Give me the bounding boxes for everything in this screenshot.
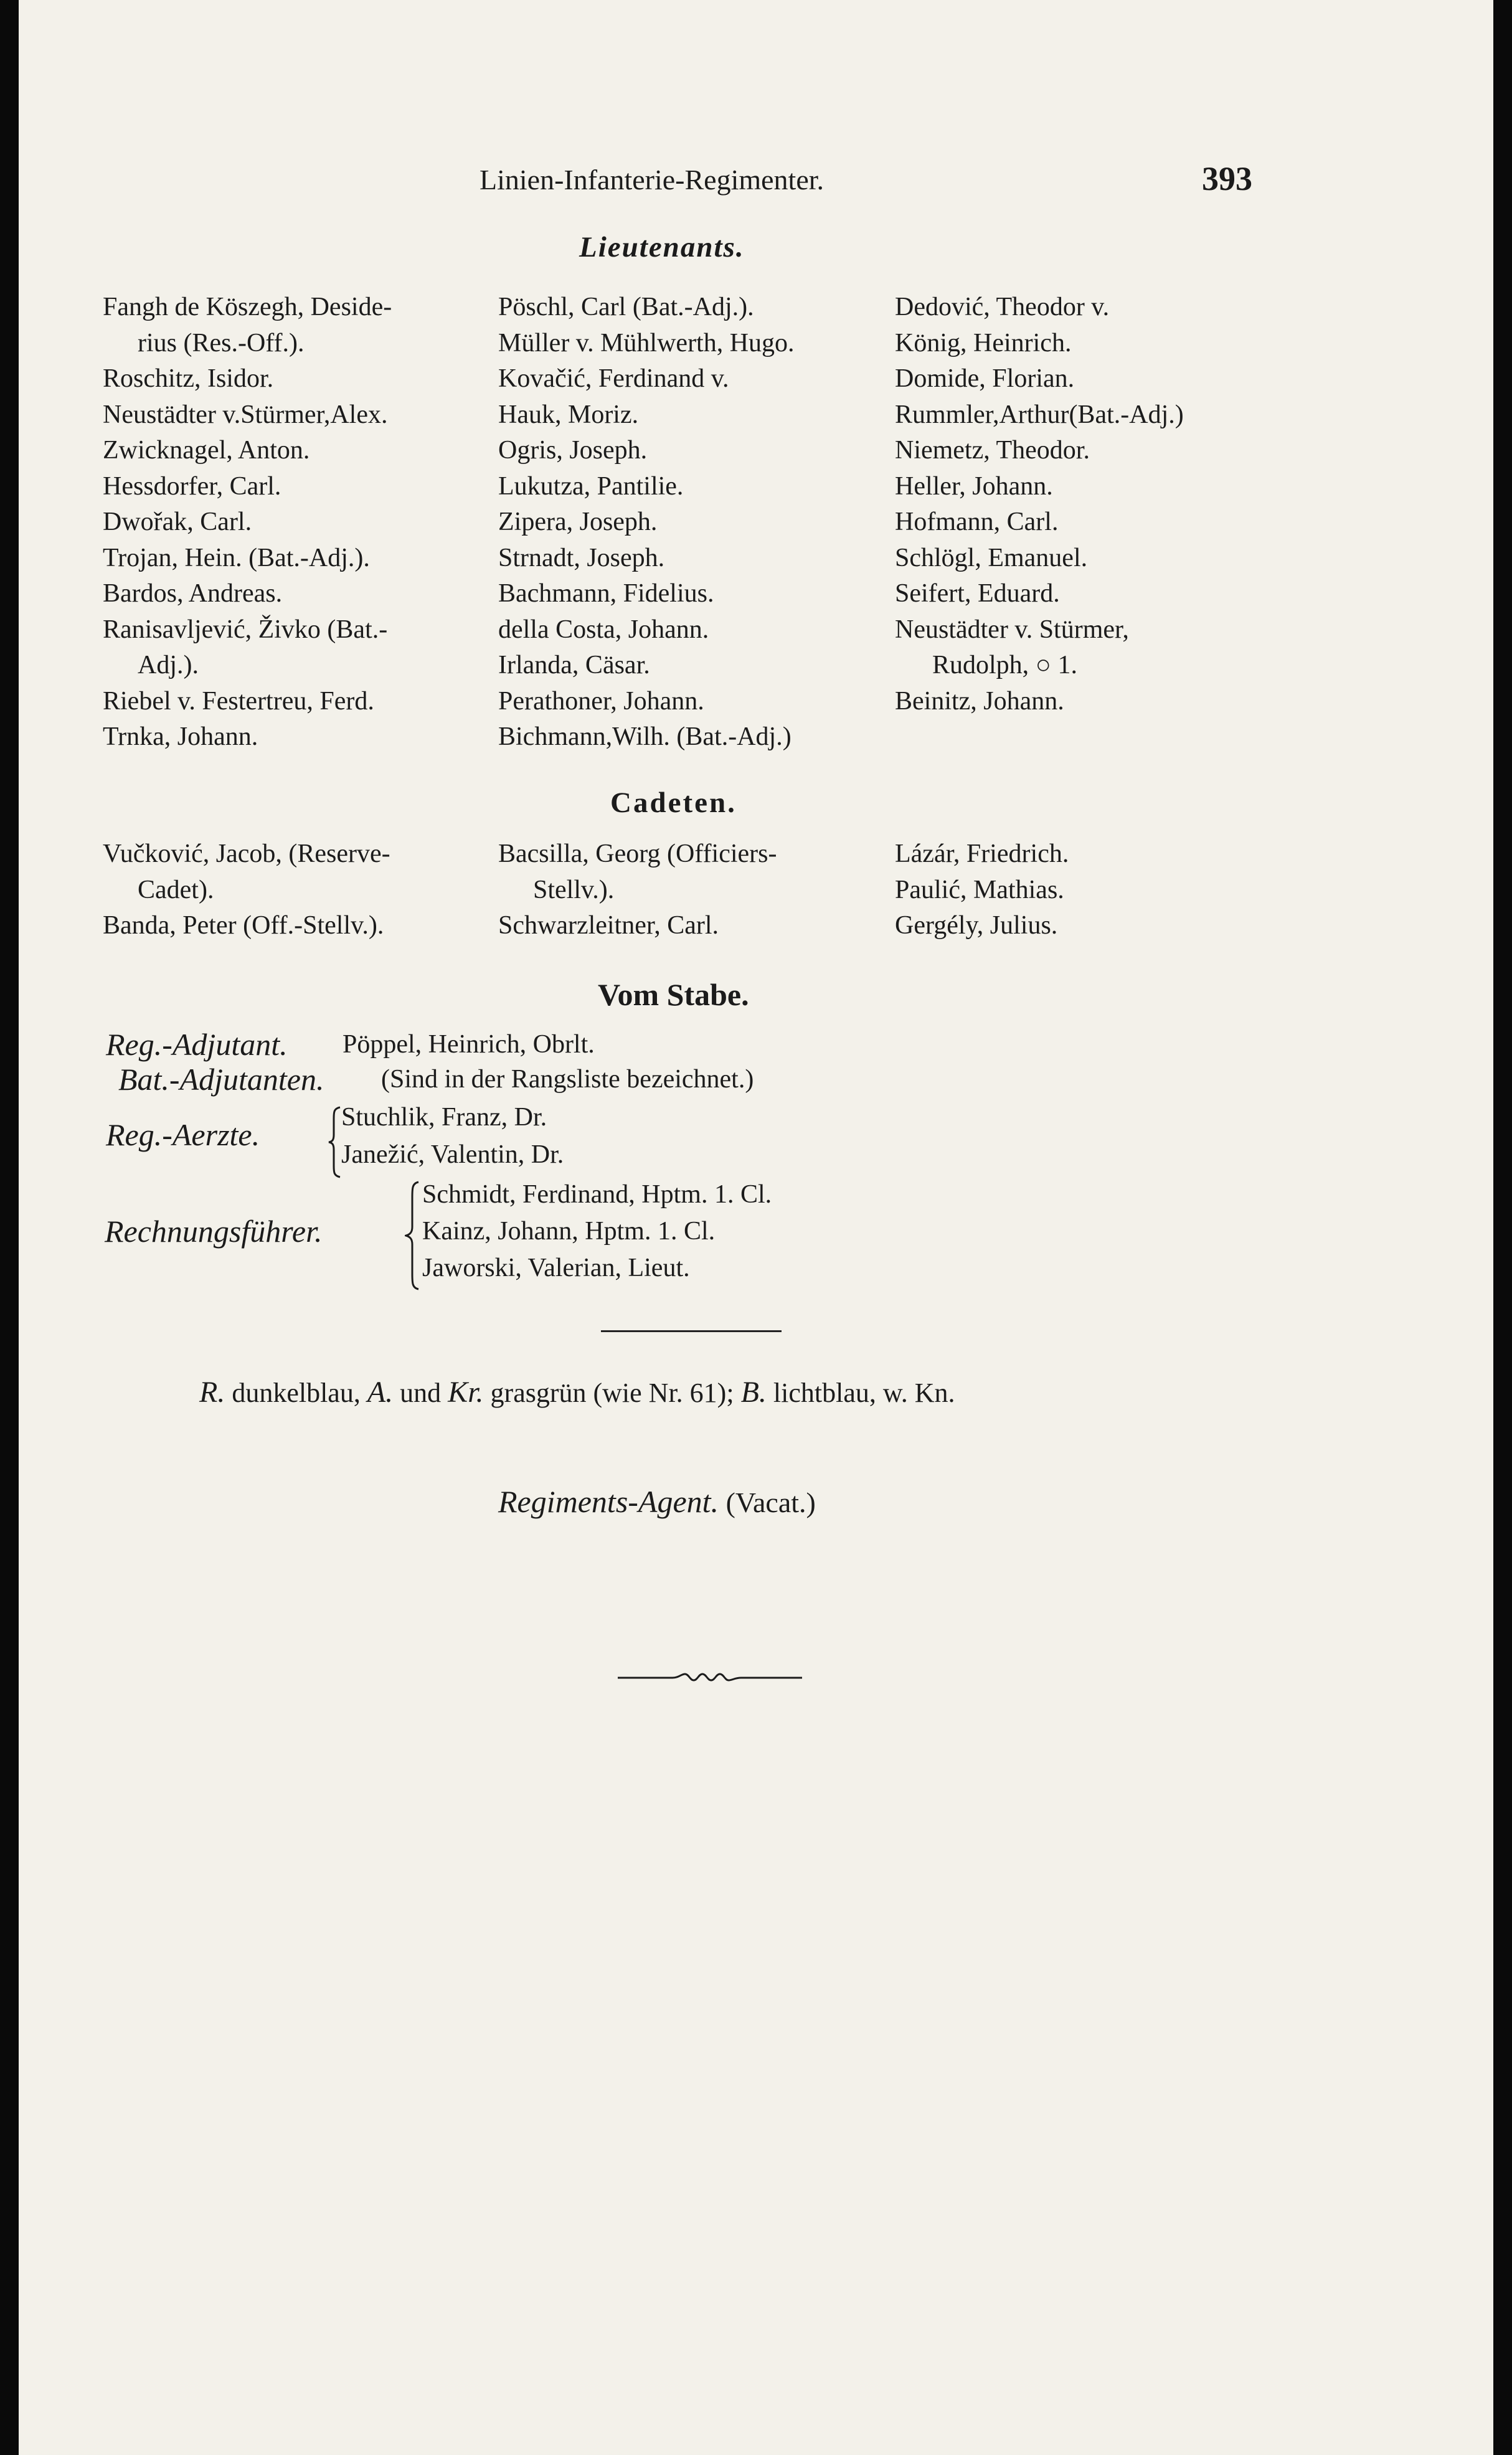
agent-label: Regiments-Agent. <box>498 1484 719 1519</box>
list-item: Roschitz, Isidor. <box>103 364 274 393</box>
lieutenants-column-1 <box>103 290 392 755</box>
list-item: Hauk, Moriz. <box>498 400 639 429</box>
list-item: Dwořak, Carl. <box>103 508 252 536</box>
lieutenants-heading: Lieutenants. <box>579 231 745 263</box>
rechnungsfuehrer-value: Jaworski, Valerian, Lieut. <box>422 1254 690 1282</box>
reg-adjutant-label: Reg.-Adjutant. <box>106 1027 288 1062</box>
rechnungsfuehrer-value: Schmidt, Ferdinand, Hptm. 1. Cl. <box>422 1180 772 1209</box>
cadeten-column-1 <box>103 836 390 944</box>
list-item: Zipera, Joseph. <box>498 508 658 536</box>
list-item: Strnadt, Joseph. <box>498 543 665 572</box>
list-item: Domide, Florian. <box>895 364 1075 393</box>
lieutenants-column-3 <box>895 290 1184 719</box>
kr-abbr: Kr. <box>448 1376 484 1409</box>
list-item: Banda, Peter (Off.-Stellv.). <box>103 911 384 940</box>
b-text: lichtblau, w. Kn. <box>773 1378 955 1408</box>
list-item: Bichmann,Wilh. (Bat.-Adj.) <box>498 722 791 751</box>
list-item: Seifert, Eduard. <box>895 579 1060 608</box>
running-head: Linien-Infanterie-Regimenter. <box>480 164 825 196</box>
list-item: Ogris, Joseph. <box>498 436 648 465</box>
bat-adjutanten-value: (Sind in der Rangsliste bezeichnet.) <box>381 1065 754 1094</box>
cadeten-column-3 <box>895 836 1069 944</box>
reg-aerzte-value: Stuchlik, Franz, Dr. <box>341 1103 547 1132</box>
list-item: Bacsilla, Georg (Officiers- <box>498 840 777 868</box>
list-item: Fangh de Köszegh, Deside- <box>103 293 392 321</box>
list-item: Lázár, Friedrich. <box>895 840 1069 868</box>
list-item: Pöschl, Carl (Bat.-Adj.). <box>498 293 754 321</box>
list-item: Adj.). <box>138 651 199 679</box>
list-item: Riebel v. Festertreu, Ferd. <box>103 686 374 716</box>
list-item: Rudolph, ○ 1. <box>932 651 1078 679</box>
list-item: Irlanda, Cäsar. <box>498 651 650 679</box>
curly-brace-icon <box>405 1181 421 1290</box>
r-text: dunkelblau, <box>232 1378 361 1408</box>
list-item: Neustädter v.Stürmer,Alex. <box>103 400 388 429</box>
a-abbr: A. <box>367 1376 394 1409</box>
list-item: Cadet). <box>138 875 214 904</box>
r-abbr: R. <box>199 1376 225 1409</box>
list-item: Beinitz, Johann. <box>895 686 1064 716</box>
list-item: Gergély, Julius. <box>895 911 1058 940</box>
list-item: Ranisavljević, Živko (Bat.- <box>103 615 388 644</box>
reg-aerzte-value: Janežić, Valentin, Dr. <box>341 1140 564 1169</box>
list-item: rius (Res.-Off.). <box>138 328 305 357</box>
list-item: Neustädter v. Stürmer, <box>895 615 1129 644</box>
kr-text: grasgrün (wie Nr. 61); <box>490 1378 734 1408</box>
colors-line <box>199 1375 955 1409</box>
cadeten-column-2 <box>498 836 777 944</box>
agent-line <box>498 1483 816 1520</box>
reg-aerzte-label: Reg.-Aerzte. <box>106 1117 260 1152</box>
rechnungsfuehrer-label: Rechnungsführer. <box>105 1214 323 1249</box>
cadeten-heading: Cadeten. <box>610 787 737 819</box>
list-item: Kovačić, Ferdinand v. <box>498 364 729 393</box>
list-item: Hofmann, Carl. <box>895 508 1059 536</box>
list-item: Trojan, Hein. (Bat.-Adj.). <box>103 543 370 572</box>
list-item: Schwarzleitner, Carl. <box>498 911 719 940</box>
und-text: und <box>400 1378 442 1408</box>
list-item: Stellv.). <box>533 875 615 904</box>
lieutenants-column-2 <box>498 290 795 755</box>
list-item: Vučković, Jacob, (Reserve- <box>103 840 390 868</box>
list-item: Perathoner, Johann. <box>498 686 704 716</box>
book-page <box>19 0 1493 2455</box>
list-item: Müller v. Mühlwerth, Hugo. <box>498 328 795 357</box>
list-item: Bachmann, Fidelius. <box>498 579 714 608</box>
list-item: Bardos, Andreas. <box>103 579 283 608</box>
list-item: Zwicknagel, Anton. <box>103 436 310 465</box>
curly-brace-icon <box>328 1106 343 1178</box>
b-abbr: B. <box>740 1376 767 1409</box>
list-item: Lukutza, Pantilie. <box>498 471 684 501</box>
list-item: Hessdorfer, Carl. <box>103 471 281 501</box>
list-item: della Costa, Johann. <box>498 615 709 644</box>
rechnungsfuehrer-value: Kainz, Johann, Hptm. 1. Cl. <box>422 1217 716 1246</box>
list-item: König, Heinrich. <box>895 328 1072 357</box>
page-number: 393 <box>1202 160 1252 197</box>
list-item: Paulić, Mathias. <box>895 875 1064 904</box>
list-item: Trnka, Johann. <box>103 722 258 751</box>
bat-adjutanten-label: Bat.-Adjutanten. <box>118 1062 324 1097</box>
reg-adjutant-value: Pöppel, Heinrich, Obrlt. <box>343 1030 595 1059</box>
list-item: Dedović, Theodor v. <box>895 293 1110 321</box>
agent-value: (Vacat.) <box>725 1487 816 1518</box>
stabe-heading: Vom Stabe. <box>598 977 749 1012</box>
divider <box>601 1330 782 1332</box>
list-item: Heller, Johann. <box>895 471 1053 501</box>
list-item: Rummler,Arthur(Bat.-Adj.) <box>895 400 1184 429</box>
list-item: Schlögl, Emanuel. <box>895 543 1088 572</box>
list-item: Niemetz, Theodor. <box>895 436 1090 465</box>
ornament-icon <box>617 1668 803 1686</box>
